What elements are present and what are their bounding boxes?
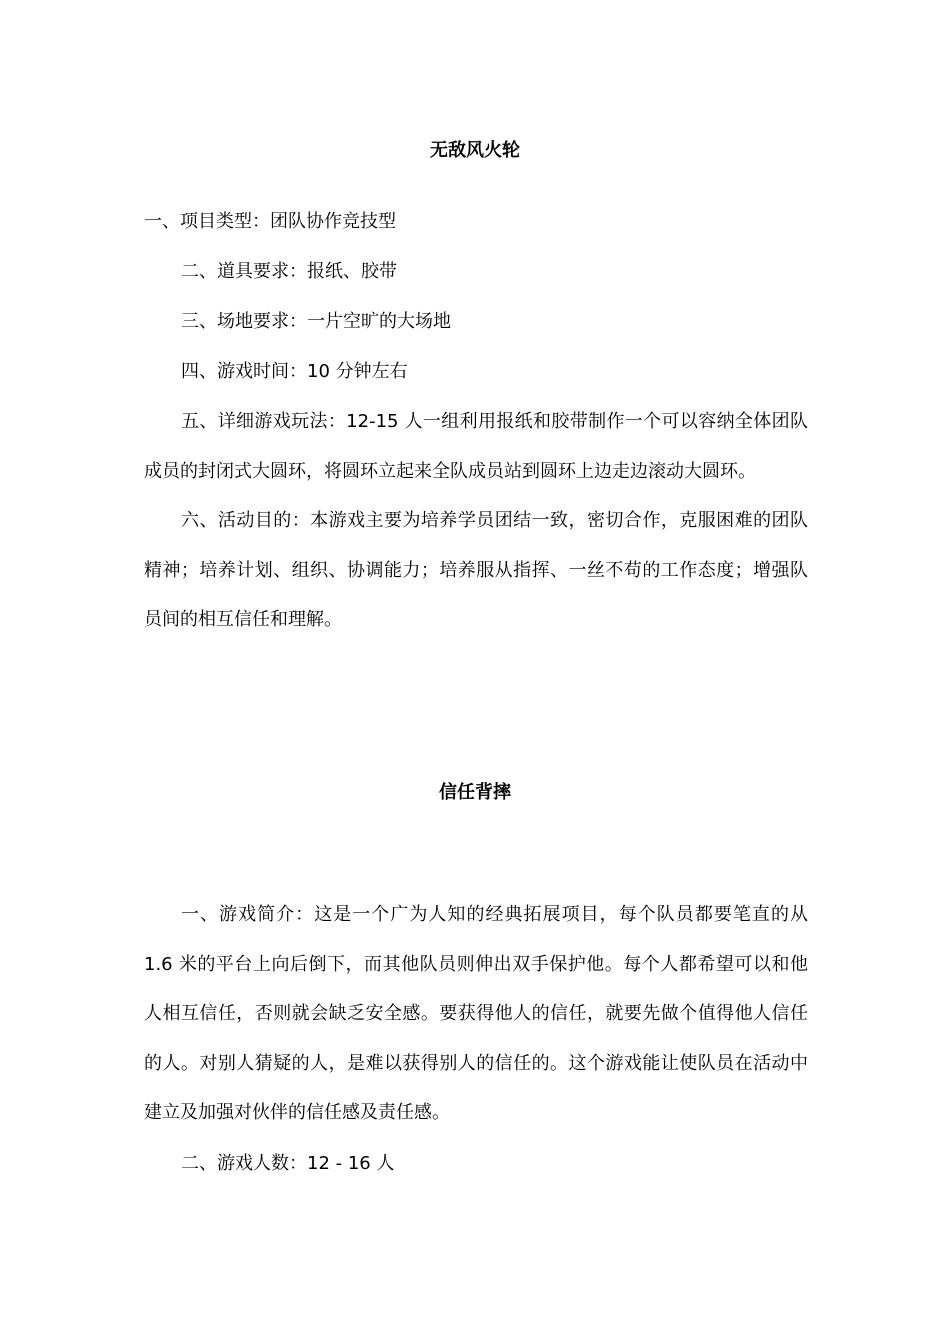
section1-item-duration: 四、游戏时间：10 分钟左右 [181, 361, 408, 382]
section2-title: 信任背摔 [439, 782, 511, 803]
section1-item-venue: 三、场地要求：一片空旷的大场地 [181, 311, 451, 332]
section1-item-purpose: 六、活动目的：本游戏主要为培养学员团结一致，密切合作，克服困难的团队精神；培养计划、组织、协调能力；培养服从指挥、一丝不苟的工作态度；增强队员间的相互信任和理解。 [144, 510, 808, 631]
section1-item-project-type: 一、项目类型：团队协作竞技型 [144, 211, 396, 232]
section1-item-gameplay: 五、详细游戏玩法：12-15 人一组利用报纸和胶带制作一个可以容纳全体团队成员的封闭式大圆环，将圆环立起来全队成员站到圆环上边走边滚动大圆环。 [144, 411, 808, 482]
section1-item-props: 二、道具要求：报纸、胶带 [181, 261, 397, 282]
section2-item-players: 二、游戏人数：12 - 16 人 [181, 1153, 395, 1174]
section2-item-intro: 一、游戏简介：这是一个广为人知的经典拓展项目，每个队员都要笔直的从 1.6 米的平台上向后倒下，而其他队员则伸出双手保护他。每个人都希望可以和他人相互信任，否则就会缺乏安全感。要获得他人的信任，就要先做个值得他人信任的人。对别人猜疑的人，是难以获得别人的信任的。这个游戏能让使队员在活动中建立及加强对伙伴的信任感及责任感。 [144, 904, 808, 1124]
section1-title: 无敌风火轮 [430, 140, 520, 161]
